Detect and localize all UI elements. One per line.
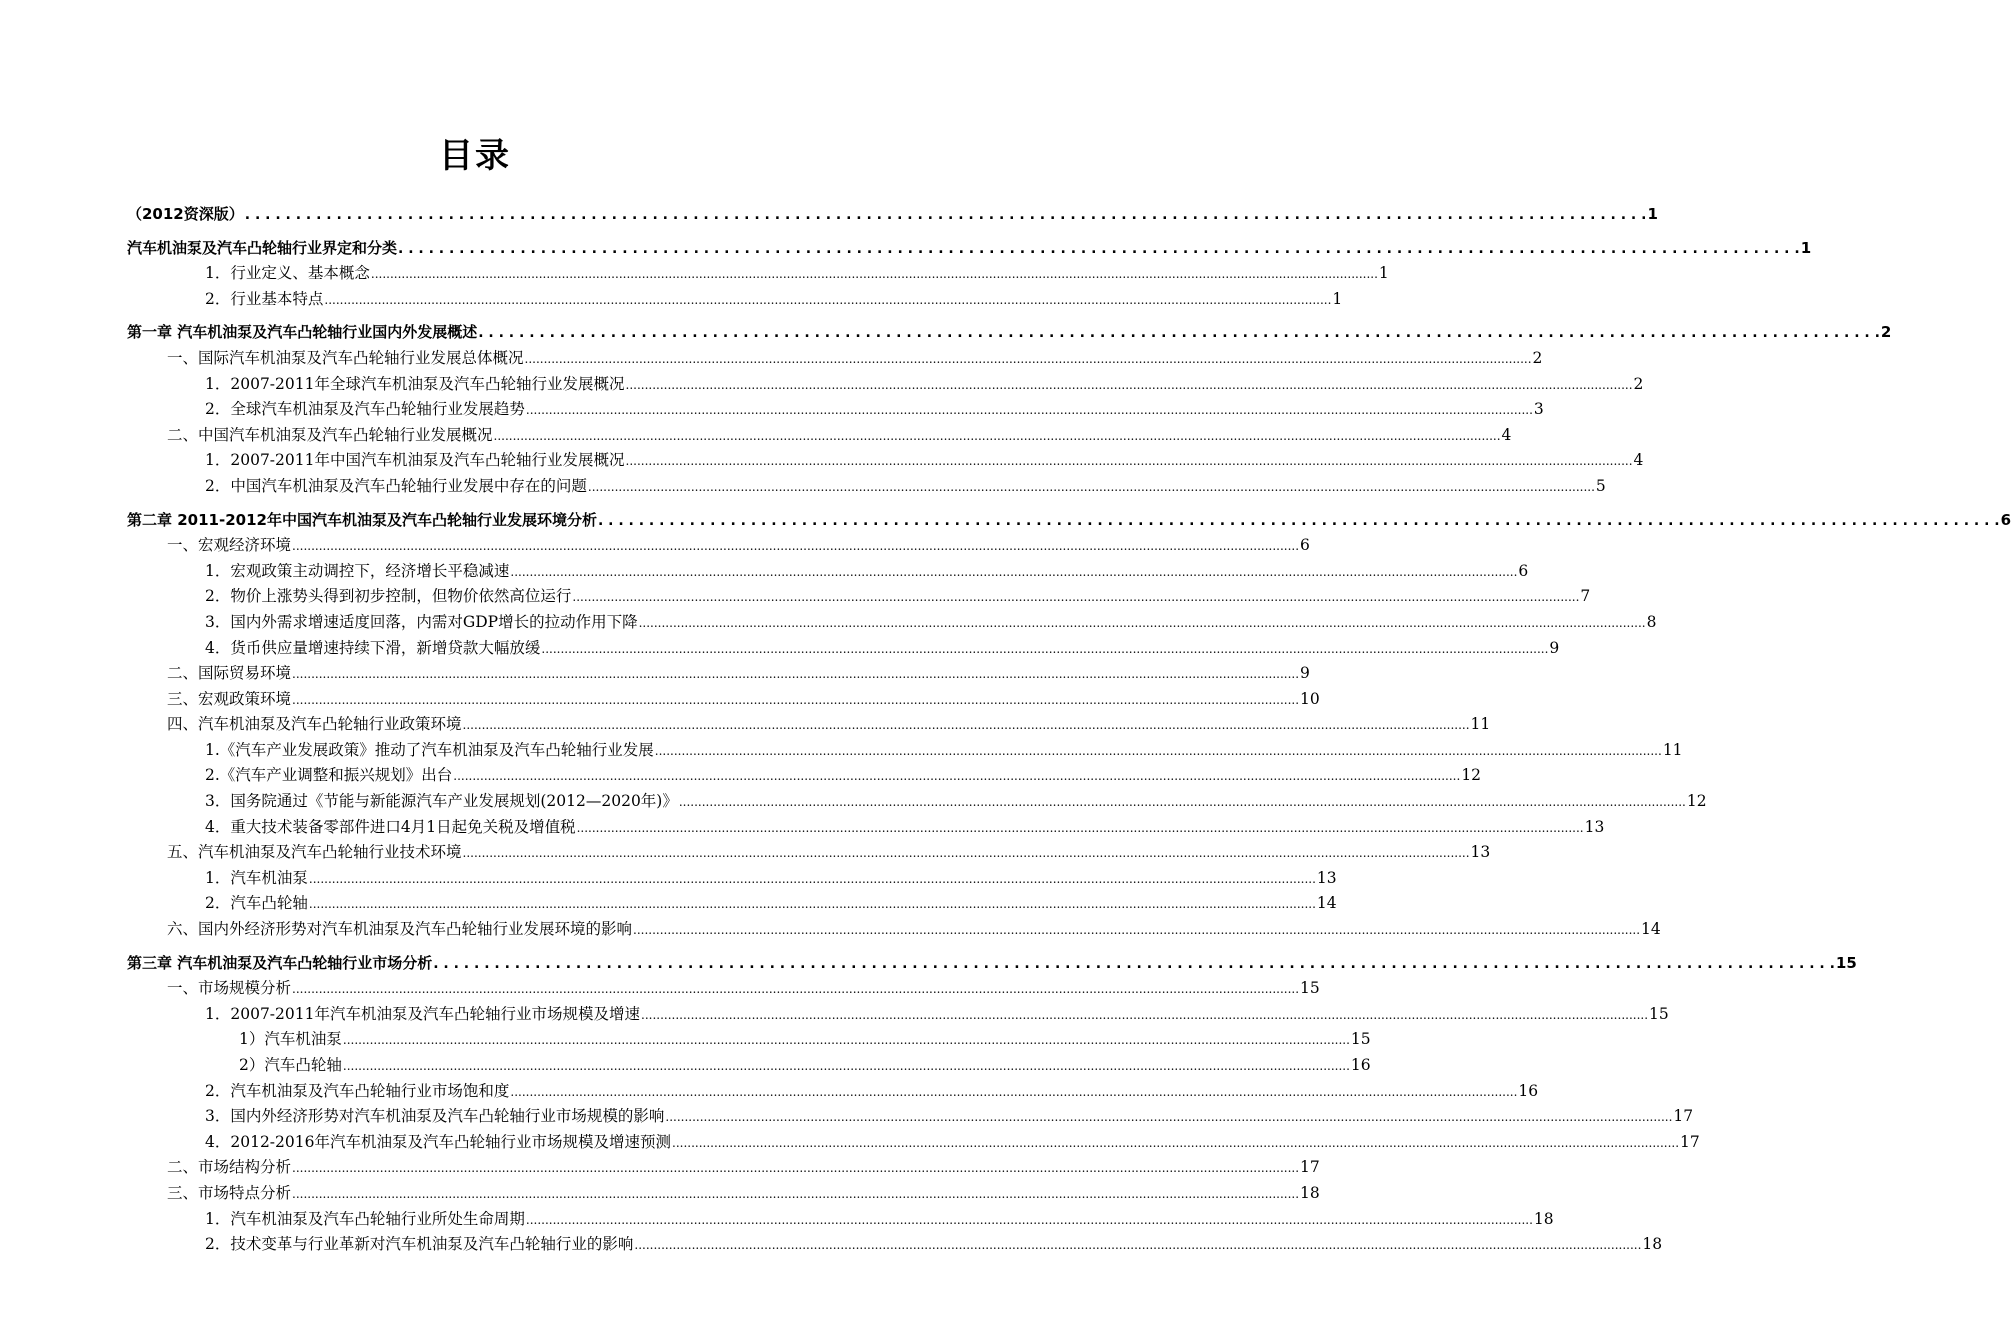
toc-page-number: 11: [1470, 715, 1491, 734]
toc-page-number: 6: [2000, 510, 2011, 529]
toc-entry[interactable]: [127, 610, 1657, 636]
toc-page-number: 1: [1332, 289, 1343, 308]
toc-page-number: 16: [1350, 1056, 1371, 1074]
toc-page-number: 12: [1461, 766, 1482, 785]
toc-entry[interactable]: [127, 346, 1543, 372]
toc-dot-leader: [588, 474, 1595, 501]
toc-dot-leader: [633, 917, 1640, 944]
toc-entry-label: 六、国内外经济形势对汽车机油泵及汽车凸轮轴行业发展环境的影响: [167, 920, 633, 939]
toc-dot-leader: [525, 346, 1532, 373]
toc-page-number: 15: [1835, 953, 1857, 972]
toc-dot-leader: [598, 508, 2000, 535]
toc-dot-leader: [292, 1181, 1299, 1208]
toc-entry-label: 3．国务院通过《节能与新能源汽车产业发展规划(2012—2020年)》: [205, 792, 678, 811]
toc-page-number: 15: [1350, 1030, 1371, 1049]
toc-page-number: 2: [1880, 323, 1892, 342]
toc-entry[interactable]: [127, 508, 2011, 534]
toc-entry[interactable]: [127, 1002, 1669, 1028]
toc-entry-label: 2.《汽车产业调整和振兴规划》出台: [205, 766, 453, 785]
toc-entry-label: 4．重大技术装备零部件进口4月1日起免关税及增值税: [205, 817, 576, 836]
toc-dot-leader: [510, 1079, 1517, 1106]
toc-entry[interactable]: [127, 763, 1482, 789]
toc-entry-label: 2）汽车凸轮轴: [239, 1056, 342, 1074]
toc-page-number: 1: [1800, 238, 1812, 257]
toc-page-number: 13: [1470, 843, 1491, 862]
toc-entry-label: 1．汽车机油泵及汽车凸轮轴行业所处生命周期: [205, 1209, 525, 1228]
toc-dot-leader: [292, 533, 1299, 560]
toc-entry-label: 二、中国汽车机油泵及汽车凸轮轴行业发展概况: [167, 425, 493, 444]
toc-entry[interactable]: [127, 236, 1812, 262]
toc-entry-label: 2．中国汽车机油泵及汽车凸轮轴行业发展中存在的问题: [205, 476, 587, 495]
toc-entry-label: 1．汽车机油泵: [205, 868, 308, 887]
toc-entry[interactable]: [127, 533, 1310, 559]
toc-entry[interactable]: [127, 372, 1644, 398]
toc-page-number: 17: [1300, 1158, 1320, 1177]
toc-page-number: 9: [1300, 664, 1310, 683]
toc-page-number: 8: [1646, 612, 1657, 631]
toc-entry[interactable]: [127, 423, 1512, 449]
toc-dot-leader: [634, 1232, 1641, 1259]
toc-entry[interactable]: [127, 584, 1591, 610]
toc-entry[interactable]: [127, 712, 1491, 738]
toc-page-number: 13: [1584, 817, 1605, 836]
toc-dot-leader: [463, 840, 1470, 867]
toc-page-number: 6: [1300, 536, 1310, 555]
toc-entry[interactable]: [127, 1104, 1694, 1130]
toc-dot-leader: [639, 610, 1646, 637]
toc-page-number: 3: [1533, 400, 1544, 419]
toc-page-number: 12: [1686, 792, 1707, 811]
toc-entry[interactable]: [127, 1181, 1320, 1207]
toc-dot-leader: [665, 1104, 1672, 1131]
toc-entry[interactable]: [127, 287, 1343, 313]
toc-entry[interactable]: [127, 661, 1310, 687]
toc-entry-label: 1.《汽车产业发展政策》推动了汽车机油泵及汽车凸轮轴行业发展: [205, 740, 654, 759]
toc-entry[interactable]: [127, 917, 1661, 943]
toc-entry[interactable]: [127, 320, 1892, 346]
toc-page-number: 10: [1300, 689, 1320, 708]
toc-entry-label: 二、国际贸易环境: [167, 664, 292, 683]
toc-entry[interactable]: [127, 891, 1337, 917]
toc-entry[interactable]: [127, 202, 1658, 228]
toc-dot-leader: [398, 236, 1800, 263]
toc-entry-label: 1）汽车机油泵: [239, 1030, 342, 1049]
toc-entry-label: 2．全球汽车机油泵及汽车凸轮轴行业发展趋势: [205, 400, 525, 419]
toc-entry-label: 2．汽车机油泵及汽车凸轮轴行业市场饱和度: [205, 1081, 510, 1100]
toc-page-number: 18: [1300, 1183, 1320, 1202]
toc-entry-label: 五、汽车机油泵及汽车凸轮轴行业技术环境: [167, 843, 462, 862]
toc-entry-label: 第一章 汽车机油泵及汽车凸轮轴行业国内外发展概述: [127, 323, 478, 342]
toc-entry[interactable]: [127, 448, 1644, 474]
toc-page-number: 15: [1649, 1004, 1669, 1023]
toc-entry[interactable]: [127, 1130, 1700, 1156]
page-title: 目录: [439, 136, 511, 176]
toc-entry-label: 一、市场规模分析: [167, 979, 292, 998]
toc-dot-leader: [510, 559, 1517, 586]
toc-dot-leader: [324, 287, 1331, 314]
toc-dot-leader: [577, 815, 1584, 842]
toc-dot-leader: [526, 1207, 1533, 1234]
toc-entry-label: 4．货币供应量增速持续下滑，新增贷款大幅放缓: [205, 638, 541, 657]
toc-dot-leader: [292, 976, 1299, 1003]
toc-entry-label: （2012资深版）: [127, 205, 244, 223]
toc-page-number: 7: [1580, 587, 1591, 606]
toc-dot-leader: [655, 738, 1662, 765]
toc-entry-label: 汽车机油泵及汽车凸轮轴行业界定和分类: [127, 238, 398, 257]
toc-dot-leader: [245, 202, 1647, 229]
toc-dot-leader: [292, 661, 1299, 688]
toc-entry-label: 一、宏观经济环境: [167, 536, 292, 555]
toc-entry[interactable]: [127, 951, 1857, 977]
toc-dot-leader: [309, 866, 1316, 893]
toc-entry-label: 2．技术变革与行业革新对汽车机油泵及汽车凸轮轴行业的影响: [205, 1235, 634, 1254]
section-gap: [127, 312, 823, 320]
toc-page-number: 11: [1662, 740, 1683, 759]
toc-page-number: 18: [1533, 1209, 1554, 1228]
toc-dot-leader: [679, 789, 1686, 816]
toc-dot-leader: [672, 1130, 1679, 1157]
toc-entry[interactable]: [127, 1053, 1371, 1079]
toc-dot-leader: [572, 584, 1579, 611]
toc-dot-leader: [526, 397, 1533, 424]
section-gap: [127, 943, 823, 951]
toc-dot-leader: [541, 636, 1548, 663]
toc-page-number: 4: [1633, 451, 1644, 470]
toc-dot-leader: [309, 891, 1316, 918]
toc-page-number: 5: [1595, 476, 1606, 495]
toc-dot-leader: [626, 448, 1633, 475]
toc-entry-label: 3．国内外经济形势对汽车机油泵及汽车凸轮轴行业市场规模的影响: [205, 1107, 665, 1126]
toc-entry[interactable]: [127, 738, 1683, 764]
toc-entry[interactable]: [127, 1207, 1554, 1233]
toc-page-number: 18: [1642, 1235, 1663, 1254]
table-of-contents: [127, 202, 2011, 1258]
toc-dot-leader: [292, 1155, 1299, 1182]
toc-page-number: 17: [1673, 1107, 1694, 1126]
toc-page-number: 14: [1316, 894, 1337, 913]
toc-entry-label: 2．物价上涨势头得到初步控制，但物价依然高位运行: [205, 587, 572, 606]
toc-dot-leader: [463, 712, 1470, 739]
section-gap: [127, 228, 823, 236]
toc-dot-leader: [433, 951, 1835, 978]
toc-dot-leader: [626, 372, 1633, 399]
toc-entry-label: 1．2007-2011年全球汽车机油泵及汽车凸轮轴行业发展概况: [205, 374, 625, 393]
toc-dot-leader: [453, 763, 1460, 790]
section-gap: [127, 500, 823, 508]
toc-page-number: 2: [1633, 374, 1644, 393]
toc-page-number: 15: [1300, 979, 1320, 998]
toc-page-number: 1: [1378, 264, 1389, 283]
toc-entry[interactable]: [127, 559, 1529, 585]
toc-entry[interactable]: [127, 815, 1605, 841]
toc-entry-label: 四、汽车机油泵及汽车凸轮轴行业政策环境: [167, 715, 462, 734]
toc-page-number: 4: [1501, 425, 1512, 444]
toc-entry-label: 第三章 汽车机油泵及汽车凸轮轴行业市场分析: [127, 953, 433, 972]
toc-entry[interactable]: [127, 687, 1320, 713]
toc-entry[interactable]: [127, 474, 1606, 500]
toc-entry-label: 三、市场特点分析: [167, 1183, 292, 1202]
toc-page-number: 2: [1532, 348, 1543, 367]
toc-entry[interactable]: [127, 789, 1707, 815]
toc-dot-leader: [641, 1002, 1648, 1029]
toc-page-number: 1: [1647, 205, 1658, 223]
toc-entry-label: 2．行业基本特点: [205, 289, 324, 308]
toc-page-number: 16: [1518, 1081, 1539, 1100]
toc-entry[interactable]: [127, 1232, 1663, 1258]
toc-entry-label: 1．2007-2011年汽车机油泵及汽车凸轮轴行业市场规模及增速: [205, 1004, 640, 1023]
toc-entry-label: 3．国内外需求增速适度回落，内需对GDP增长的拉动作用下降: [205, 612, 638, 631]
toc-entry-label: 1．行业定义、基本概念: [205, 264, 370, 283]
toc-entry-label: 2．汽车凸轮轴: [205, 894, 308, 913]
toc-entry[interactable]: [127, 840, 1491, 866]
toc-entry-label: 第二章 2011-2012年中国汽车机油泵及汽车凸轮轴行业发展环境分析: [127, 510, 597, 529]
toc-entry[interactable]: [127, 397, 1544, 423]
toc-dot-leader: [292, 687, 1299, 714]
toc-entry[interactable]: [127, 1155, 1320, 1181]
toc-page-number: 14: [1641, 920, 1661, 939]
toc-entry[interactable]: [127, 1027, 1371, 1053]
toc-entry-label: 三、宏观政策环境: [167, 689, 292, 708]
toc-entry-label: 1．2007-2011年中国汽车机油泵及汽车凸轮轴行业发展概况: [205, 451, 625, 470]
toc-entry-label: 一、国际汽车机油泵及汽车凸轮轴行业发展总体概况: [167, 348, 524, 367]
toc-page-number: 6: [1518, 561, 1529, 580]
toc-dot-leader: [371, 261, 1378, 288]
toc-entry-label: 1．宏观政策主动调控下，经济增长平稳减速: [205, 561, 510, 580]
toc-entry-label: 4．2012-2016年汽车机油泵及汽车凸轮轴行业市场规模及增速预测: [205, 1132, 671, 1151]
toc-entry-label: 二、市场结构分析: [167, 1158, 292, 1177]
toc-dot-leader: [343, 1027, 1350, 1054]
toc-page-number: 13: [1316, 868, 1337, 887]
toc-dot-leader: [494, 423, 1501, 450]
toc-dot-leader: [478, 320, 1880, 347]
toc-entry[interactable]: [127, 1079, 1539, 1105]
toc-entry[interactable]: [127, 636, 1560, 662]
toc-dot-leader: [343, 1053, 1350, 1080]
toc-entry[interactable]: [127, 866, 1337, 892]
toc-page-number: 17: [1680, 1132, 1700, 1151]
toc-entry[interactable]: [127, 976, 1320, 1002]
toc-page-number: 9: [1549, 638, 1560, 657]
toc-entry[interactable]: [127, 261, 1389, 287]
